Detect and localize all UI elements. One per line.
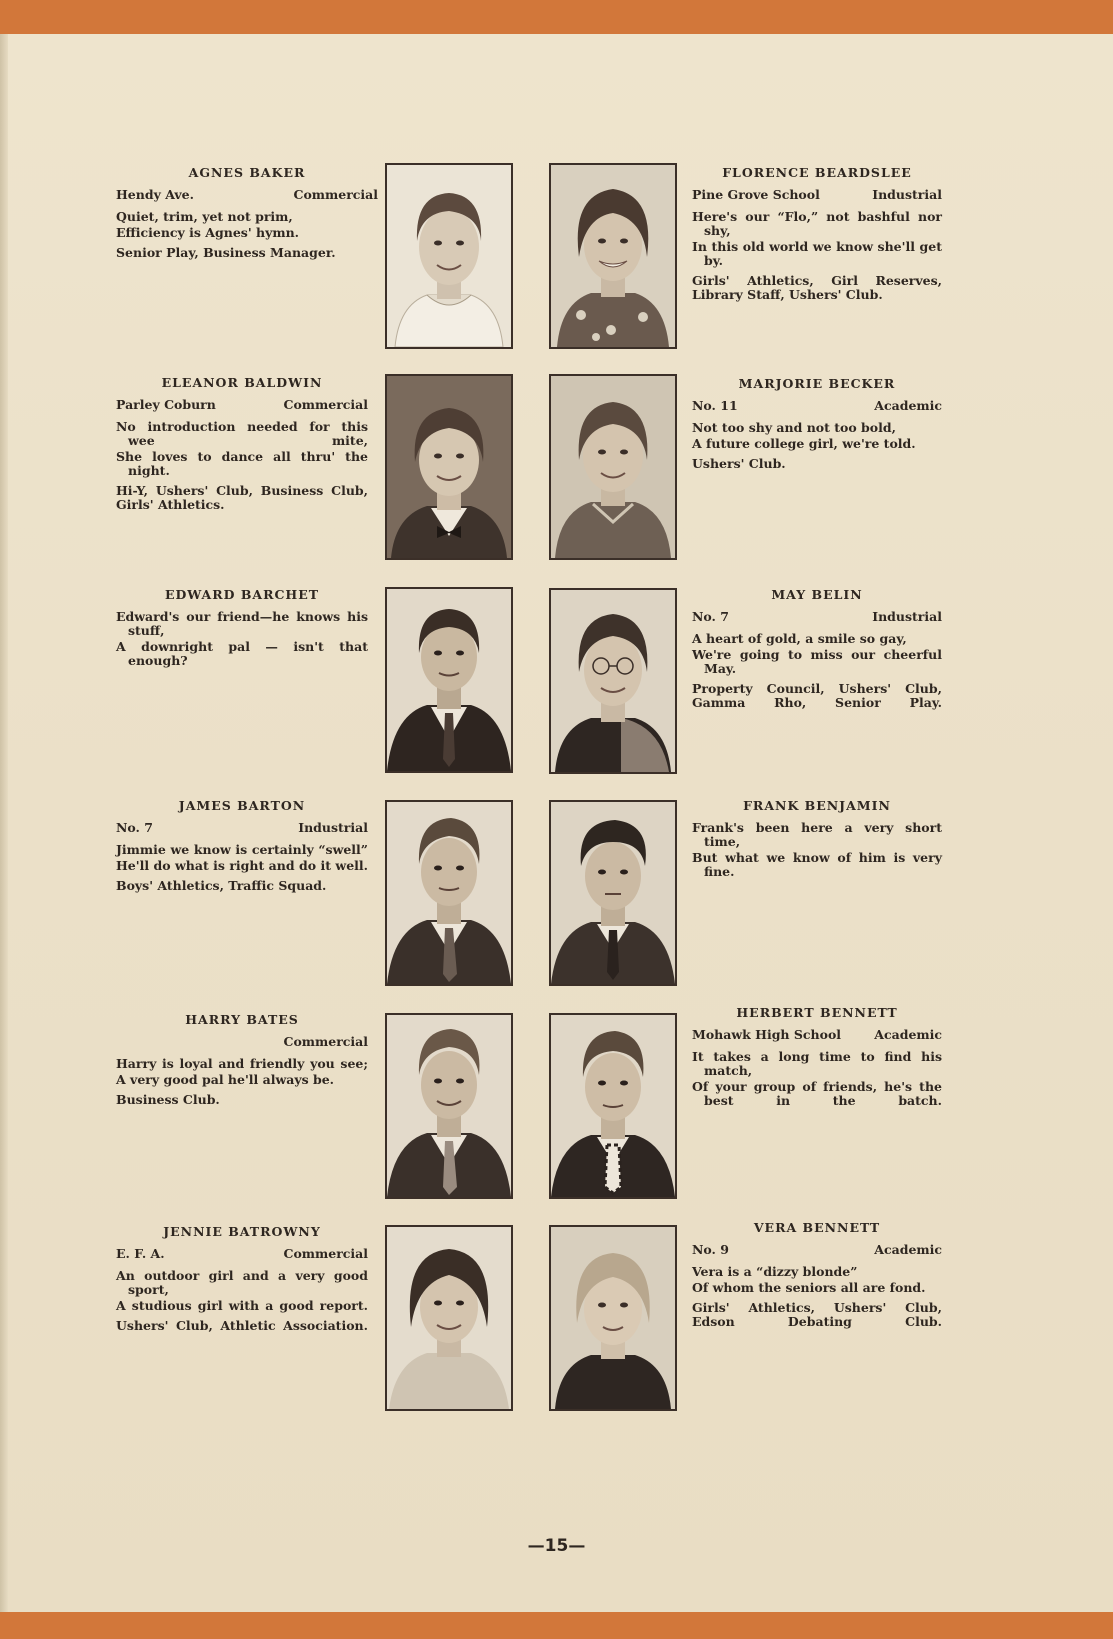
student-entry-harry-bates bbox=[116, 1013, 368, 1107]
verse-line: Jimmie we know is certainly “swell” bbox=[116, 842, 368, 857]
student-activities: Ushers' Club. bbox=[692, 456, 786, 471]
student-address: Mohawk High School bbox=[692, 1027, 842, 1042]
student-verse bbox=[116, 210, 378, 240]
student-course: Industrial bbox=[872, 609, 942, 624]
verse-line: An outdoor girl and a very good sport, bbox=[116, 1268, 368, 1297]
verse-line: Edward's our friend—he knows his stuff, bbox=[116, 609, 368, 638]
student-name: MARJORIE BECKER bbox=[738, 376, 896, 391]
student-verse bbox=[116, 420, 368, 478]
student-meta bbox=[692, 399, 942, 413]
verse-line: She loves to dance all thru' the night. bbox=[116, 449, 368, 478]
student-verse bbox=[692, 632, 942, 676]
page-number: —15— bbox=[527, 1536, 586, 1556]
student-name: HARRY BATES bbox=[185, 1012, 299, 1027]
student-entry-jennie-batrowny bbox=[116, 1225, 368, 1333]
student-verse bbox=[692, 1050, 942, 1108]
student-activities: Girls' Athletics, Girl Reserves, Library Staff, Ushers' Club. bbox=[692, 273, 942, 302]
student-photo-jennie-batrowny bbox=[385, 1225, 513, 1411]
student-name: AGNES BAKER bbox=[188, 165, 306, 180]
portrait-illustration bbox=[551, 590, 675, 772]
student-name: HERBERT BENNETT bbox=[736, 1005, 898, 1020]
verse-line: Efficiency is Agnes' hymn. bbox=[116, 225, 300, 240]
student-course: Academic bbox=[874, 398, 942, 413]
student-verse bbox=[692, 821, 942, 879]
verse-line: Here's our “Flo,” not bashful nor shy, bbox=[692, 209, 942, 238]
student-meta bbox=[116, 398, 368, 412]
verse-line: Vera is a “dizzy blonde” bbox=[692, 1264, 858, 1279]
verse-line: Harry is loyal and friendly you see; bbox=[116, 1056, 368, 1071]
portrait-illustration bbox=[551, 376, 675, 558]
student-activities: Property Council, Ushers' Club, Gamma Rho, Senior Play. bbox=[692, 681, 942, 710]
student-address: No. 11 bbox=[692, 398, 738, 413]
student-course: Commercial bbox=[283, 1034, 368, 1049]
student-activities: Business Club. bbox=[116, 1092, 220, 1107]
student-entry-agnes-baker bbox=[116, 166, 378, 260]
student-photo-eleanor-baldwin bbox=[385, 374, 513, 560]
verse-line: Of your group of friends, he's the best in the batch. bbox=[692, 1079, 942, 1108]
student-activities: Senior Play, Business Manager. bbox=[116, 245, 336, 260]
bottom-orange-band bbox=[0, 1612, 1113, 1639]
student-address: No. 9 bbox=[692, 1242, 729, 1257]
portrait-illustration bbox=[551, 802, 675, 984]
student-photo-florence-beardslee bbox=[549, 163, 677, 349]
student-photo-may-belin bbox=[549, 588, 677, 774]
student-course: Academic bbox=[874, 1027, 942, 1042]
student-entry-frank-benjamin bbox=[692, 799, 942, 885]
verse-line: But what we know of him is very fine. bbox=[692, 850, 942, 879]
verse-line: It takes a long time to find his match, bbox=[692, 1049, 942, 1078]
student-course: Commercial bbox=[283, 1246, 368, 1261]
student-meta bbox=[692, 188, 942, 202]
student-name: JENNIE BATROWNY bbox=[163, 1224, 321, 1239]
student-name: FRANK BENJAMIN bbox=[743, 798, 891, 813]
student-meta bbox=[692, 1243, 942, 1257]
student-photo-frank-benjamin bbox=[549, 800, 677, 986]
verse-line: Not too shy and not too bold, bbox=[692, 420, 896, 435]
student-entry-eleanor-baldwin bbox=[116, 376, 368, 512]
verse-line: A heart of gold, a smile so gay, bbox=[692, 631, 907, 646]
student-photo-james-barton bbox=[385, 800, 513, 986]
verse-line: No introduction needed for this wee mite, bbox=[116, 419, 368, 448]
portrait-illustration bbox=[387, 165, 511, 347]
verse-line: Quiet, trim, yet not prim, bbox=[116, 209, 293, 224]
student-meta bbox=[116, 1247, 368, 1261]
student-verse bbox=[692, 210, 942, 268]
portrait-illustration bbox=[387, 1015, 511, 1197]
student-address: Hendy Ave. bbox=[116, 187, 194, 202]
student-meta bbox=[116, 188, 378, 202]
student-activities: Boys' Athletics, Traffic Squad. bbox=[116, 878, 327, 893]
student-verse bbox=[116, 610, 368, 668]
student-photo-edward-barchet bbox=[385, 587, 513, 773]
student-name: VERA BENNETT bbox=[753, 1220, 881, 1235]
portrait-illustration bbox=[387, 589, 511, 771]
student-course: Academic bbox=[874, 1242, 942, 1257]
student-course: Commercial bbox=[283, 397, 368, 412]
student-address: No. 7 bbox=[116, 820, 153, 835]
student-address: E. F. A. bbox=[116, 1246, 165, 1261]
verse-line: A downright pal — isn't that enough? bbox=[116, 639, 368, 668]
student-verse bbox=[116, 1057, 368, 1087]
student-entry-may-belin bbox=[692, 588, 942, 710]
student-meta bbox=[692, 610, 942, 624]
portrait-illustration bbox=[551, 1015, 675, 1197]
student-photo-marjorie-becker bbox=[549, 374, 677, 560]
student-photo-herbert-bennett bbox=[549, 1013, 677, 1199]
student-name: EDWARD BARCHET bbox=[164, 587, 320, 602]
top-orange-band bbox=[0, 0, 1113, 34]
verse-line: He'll do what is right and do it well. bbox=[116, 858, 368, 873]
student-verse bbox=[692, 421, 942, 451]
student-address: Pine Grove School bbox=[692, 187, 820, 202]
student-course: Commercial bbox=[293, 187, 378, 202]
student-verse bbox=[692, 1265, 942, 1295]
student-verse bbox=[116, 843, 368, 873]
student-name: ELEANOR BALDWIN bbox=[161, 375, 323, 390]
portrait-illustration bbox=[551, 165, 675, 347]
verse-line: A studious girl with a good report. bbox=[116, 1298, 368, 1313]
student-address: Parley Coburn bbox=[116, 397, 216, 412]
student-meta bbox=[116, 821, 368, 835]
student-photo-agnes-baker bbox=[385, 163, 513, 349]
portrait-illustration bbox=[551, 1227, 675, 1409]
student-activities: Ushers' Club, Athletic Association. bbox=[116, 1318, 368, 1333]
student-name: JAMES BARTON bbox=[178, 798, 306, 813]
student-entry-edward-barchet bbox=[116, 588, 368, 674]
student-meta bbox=[692, 1028, 942, 1042]
student-photo-vera-bennett bbox=[549, 1225, 677, 1411]
student-verse bbox=[116, 1269, 368, 1313]
student-course: Industrial bbox=[872, 187, 942, 202]
student-address: No. 7 bbox=[692, 609, 729, 624]
portrait-illustration bbox=[387, 1227, 511, 1409]
portrait-illustration bbox=[387, 802, 511, 984]
verse-line: A very good pal he'll always be. bbox=[116, 1072, 335, 1087]
student-name: FLORENCE BEARDSLEE bbox=[722, 165, 912, 180]
portrait-illustration bbox=[387, 376, 511, 558]
student-activities: Hi-Y, Ushers' Club, Business Club, Girls' Athletics. bbox=[116, 483, 368, 512]
student-entry-florence-beardslee bbox=[692, 166, 942, 302]
student-photo-harry-bates bbox=[385, 1013, 513, 1199]
verse-line: Frank's been here a very short time, bbox=[692, 820, 942, 849]
verse-line: Of whom the seniors all are fond. bbox=[692, 1280, 926, 1295]
student-entry-vera-bennett bbox=[692, 1221, 942, 1329]
student-course: Industrial bbox=[298, 820, 368, 835]
student-entry-marjorie-becker bbox=[692, 377, 942, 471]
verse-line: In this old world we know she'll get by. bbox=[692, 239, 942, 268]
verse-line: A future college girl, we're told. bbox=[692, 436, 916, 451]
student-entry-herbert-bennett bbox=[692, 1006, 942, 1114]
student-activities: Girls' Athletics, Ushers' Club, Edson Debating Club. bbox=[692, 1300, 942, 1329]
student-name: MAY BELIN bbox=[771, 587, 863, 602]
student-meta bbox=[116, 1035, 368, 1049]
student-entry-james-barton bbox=[116, 799, 368, 893]
verse-line: We're going to miss our cheerful May. bbox=[692, 647, 942, 676]
page-spine-shadow bbox=[0, 34, 8, 1612]
